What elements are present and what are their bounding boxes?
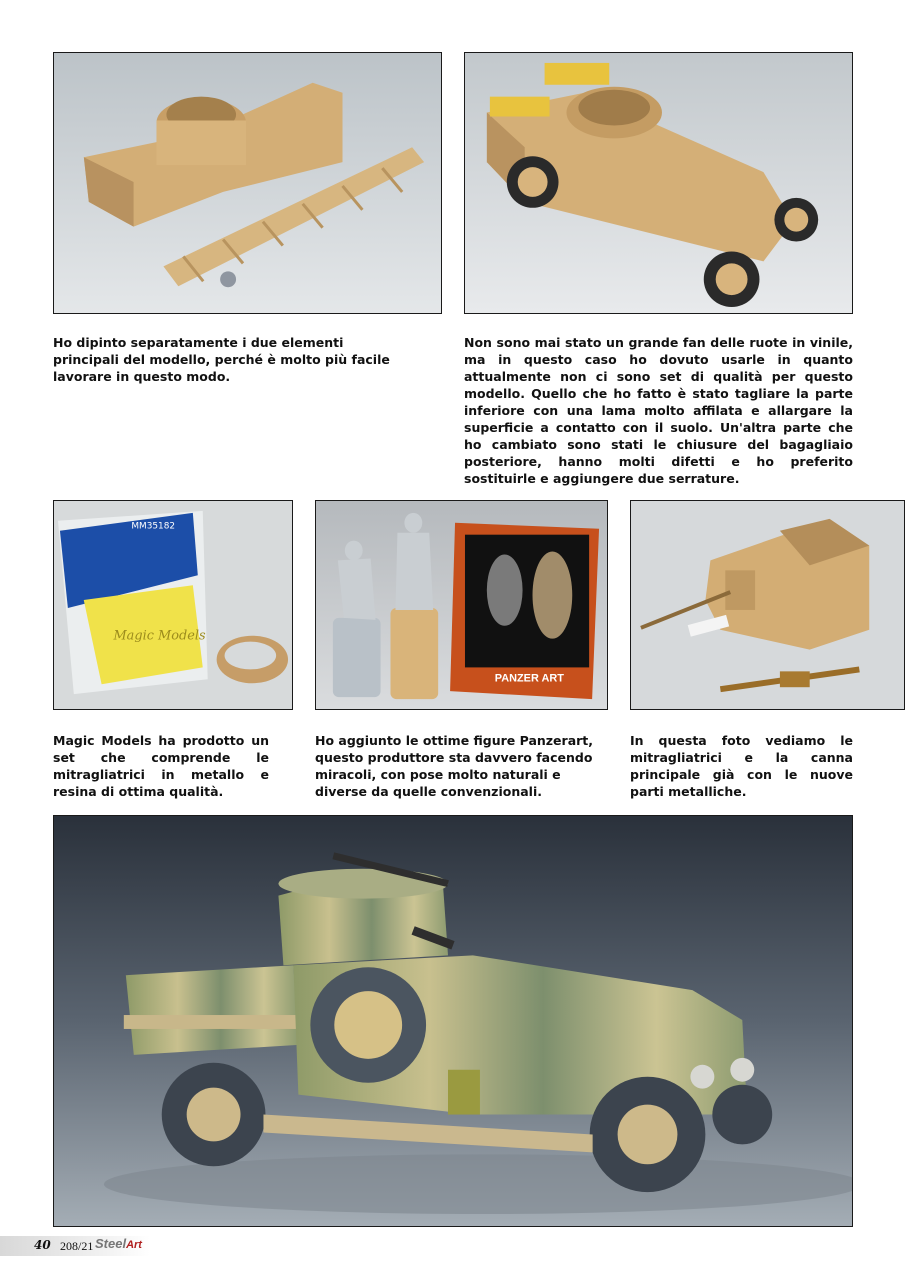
box-brand-label: PANZER ART	[494, 672, 564, 685]
caption-turret: In questa foto vediamo le mitragliatrici e la canna principale già con le nuove parti metalliche.	[630, 733, 853, 799]
page-number: 40	[34, 1238, 51, 1252]
photo-magic-models-set	[53, 500, 293, 710]
photo-hull-and-chassis	[53, 52, 442, 314]
magazine-logo-main: Steel	[95, 1236, 127, 1251]
magazine-logo	[95, 1236, 142, 1251]
packet-brand-label: Magic Models	[113, 628, 206, 644]
photo-panzerart-figures	[315, 500, 608, 710]
magazine-logo-sub: Art	[126, 1239, 142, 1251]
photo-turret-machine-guns	[630, 500, 905, 710]
photo-assembled-with-wheels	[464, 52, 853, 314]
caption-wheels: Non sono mai stato un grande fan delle ruote in vinile, ma in questo caso ho dovuto usarle in quanto attualmente non ci sono set di qualità per questo modello. Quello che ho fatto è stato tagliare la parte inferiore con una lama molto affilata e allargare la superficie a contatto con il suolo. Un'altra parte che ho cambiato sono stati le chiusure del bagagliaio posteriore, hanno molti difetti e ho preferito sostituirle e aggiungere due serrature.	[464, 335, 853, 486]
caption-magic-models: Magic Models ha prodotto un set che comprende le mitragliatrici in metallo e resina di ottima qualità.	[53, 733, 269, 799]
caption-figures: Ho aggiunto le ottime figure Panzerart, questo produttore sta davvero facendo miracoli, con pose molto naturali e diverse da quelle convenzionali.	[315, 733, 594, 799]
caption-chassis: Ho dipinto separatamente i due elementi principali del modello, perché è molto più facile lavorare in questo modo.	[53, 335, 390, 384]
photo-finished-armoured-car	[53, 815, 853, 1227]
issue-number: 208/21	[60, 1239, 94, 1253]
packet-code-label: MM35182	[131, 521, 176, 532]
